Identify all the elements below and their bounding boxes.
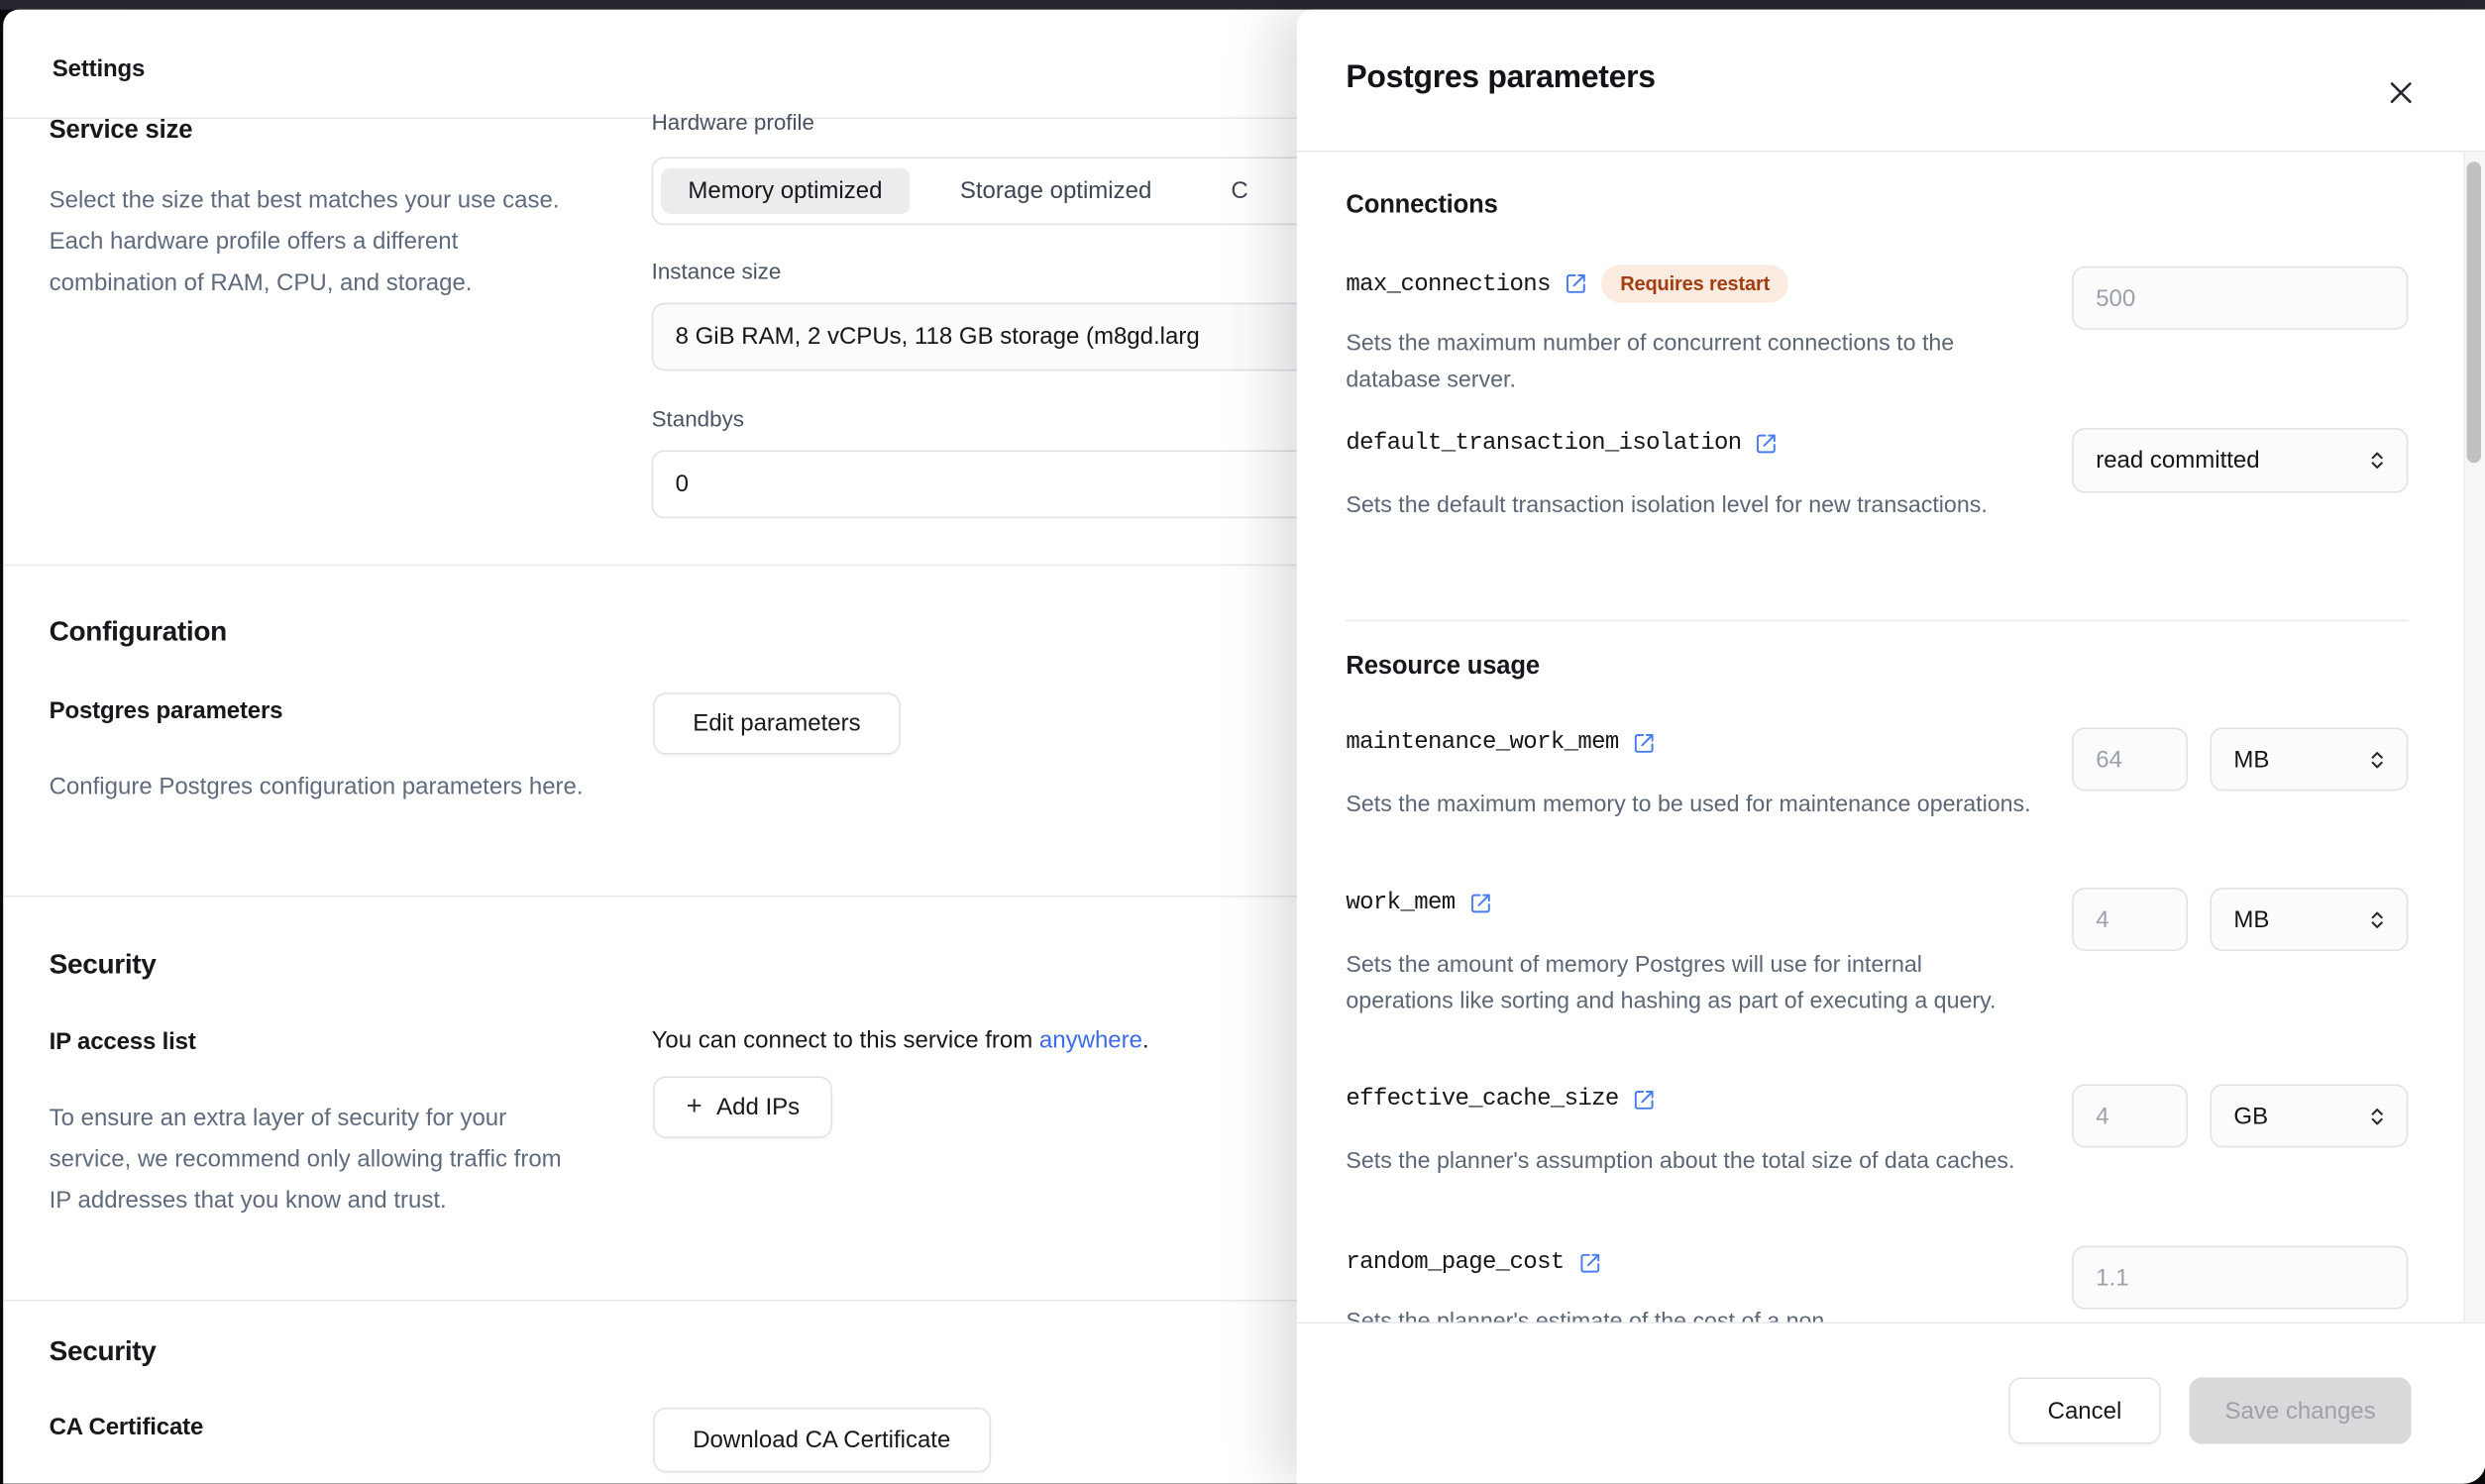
connect-from-text — [652, 1027, 1149, 1054]
configuration-heading: Configuration — [49, 614, 227, 647]
window-top-strip — [0, 0, 2485, 10]
ip-access-description: To ensure an extra layer of security for your service, we recommend only allowing traffic from IP addresses that you know and trust. — [49, 1105, 562, 1215]
chevron-updown-icon — [2367, 907, 2388, 931]
work-mem-description: Sets the amount of memory Postgres will use for internal operations like sorting and hashing as part of executing a query. — [1346, 952, 1997, 1014]
edit-parameters-button[interactable]: Edit parameters — [653, 692, 900, 754]
default-transaction-isolation-description: Sets the default transaction isolation level for new transactions. — [1346, 492, 1988, 519]
security-ca-heading: Security — [49, 1334, 157, 1367]
maintenance-work-mem-name: maintenance_work_mem — [1346, 729, 1619, 757]
resource-usage-heading: Resource usage — [1346, 653, 1540, 681]
work-mem-name: work_mem — [1346, 889, 1456, 916]
effective-cache-size-row — [1346, 1086, 1655, 1113]
maintenance-work-mem-unit: MB — [2233, 745, 2270, 773]
random-page-cost-name: random_page_cost — [1346, 1248, 1565, 1276]
effective-cache-size-name: effective_cache_size — [1346, 1086, 1619, 1113]
save-changes-button[interactable]: Save changes — [2190, 1378, 2412, 1444]
instance-size-label: Instance size — [651, 258, 782, 284]
external-link-icon[interactable] — [1756, 432, 1778, 454]
connections-heading: Connections — [1346, 191, 1498, 219]
page-title: Settings — [52, 55, 146, 83]
default-transaction-isolation-row — [1346, 430, 1778, 457]
standbys-label: Standbys — [651, 405, 744, 432]
chevron-updown-icon — [2367, 1104, 2388, 1127]
default-transaction-isolation-value: read committed — [2096, 447, 2260, 475]
cancel-button[interactable]: Cancel — [2008, 1378, 2161, 1444]
random-page-cost-row — [1346, 1249, 1600, 1276]
add-ips-label: Add IPs — [716, 1094, 801, 1121]
max-connections-row — [1346, 265, 1788, 302]
external-link-icon[interactable] — [1565, 272, 1586, 294]
work-mem-row — [1346, 890, 1491, 916]
drawer-group-divider — [1346, 620, 2408, 622]
drawer-footer — [1297, 1323, 2485, 1484]
chevron-updown-icon — [2367, 449, 2388, 473]
ca-certificate-label: CA Certificate — [49, 1414, 204, 1441]
maintenance-work-mem-unit-select[interactable] — [2210, 727, 2408, 791]
max-connections-input[interactable] — [2072, 266, 2408, 330]
effective-cache-size-description: Sets the planner's assumption about the total size of data caches. — [1346, 1149, 2015, 1175]
chevron-updown-icon — [2367, 747, 2388, 771]
drawer-title: Postgres parameters — [1346, 59, 1656, 95]
effective-cache-size-unit: GB — [2233, 1102, 2269, 1129]
tab-storage-optimized[interactable]: Storage optimized — [959, 177, 1152, 205]
tab-compute-optimized[interactable]: C — [1231, 177, 1248, 205]
external-link-icon[interactable] — [1469, 892, 1491, 913]
drawer-scrollbar-thumb[interactable] — [2467, 161, 2481, 463]
service-size-heading: Service size — [49, 117, 193, 145]
work-mem-input[interactable] — [2072, 888, 2188, 951]
plus-icon: + — [686, 1090, 702, 1120]
close-icon[interactable] — [2378, 69, 2423, 114]
external-link-icon[interactable] — [1633, 1088, 1655, 1110]
effective-cache-size-input[interactable] — [2072, 1084, 2188, 1147]
work-mem-unit: MB — [2233, 905, 2270, 933]
postgres-parameters-drawer — [1297, 10, 2485, 1484]
service-size-description: Select the size that best matches your use case. Each hardware profile offers a different combination of RAM, CPU, and storage. — [49, 186, 560, 297]
add-ips-button[interactable] — [653, 1076, 833, 1137]
maintenance-work-mem-description: Sets the maximum memory to be used for maintenance operations. — [1346, 793, 2031, 818]
maintenance-work-mem-row — [1346, 729, 1655, 756]
max-connections-name: max_connections — [1346, 269, 1551, 297]
default-transaction-isolation-select[interactable] — [2072, 428, 2408, 493]
instance-size-value: 8 GiB RAM, 2 vCPUs, 118 GB storage (m8gd.larg — [675, 323, 1200, 351]
ip-access-list-label: IP access list — [49, 1028, 196, 1056]
tab-memory-optimized[interactable]: Memory optimized — [661, 168, 909, 214]
external-link-icon[interactable] — [1578, 1251, 1600, 1273]
hardware-profile-label: Hardware profile — [651, 109, 814, 135]
external-link-icon[interactable] — [1633, 731, 1655, 753]
default-transaction-isolation-name: default_transaction_isolation — [1346, 429, 1742, 457]
requires-restart-badge: Requires restart — [1601, 265, 1788, 302]
drawer-header-divider — [1297, 151, 2485, 153]
download-ca-certificate-button[interactable]: Download CA Certificate — [653, 1408, 990, 1473]
configuration-description: Configure Postgres configuration parameters here. — [49, 773, 584, 800]
effective-cache-size-unit-select[interactable] — [2210, 1084, 2408, 1147]
maintenance-work-mem-input[interactable] — [2072, 727, 2188, 791]
random-page-cost-input[interactable] — [2072, 1246, 2408, 1310]
connect-from-suffix: . — [1142, 1026, 1149, 1054]
anywhere-link[interactable]: anywhere — [1038, 1026, 1142, 1054]
work-mem-unit-select[interactable] — [2210, 888, 2408, 951]
postgres-parameters-label: Postgres parameters — [49, 697, 283, 725]
security-heading: Security — [49, 947, 157, 980]
connect-from-prefix: You can connect to this service from — [651, 1026, 1033, 1054]
max-connections-description: Sets the maximum number of concurrent connections to the database server. — [1346, 331, 1955, 392]
